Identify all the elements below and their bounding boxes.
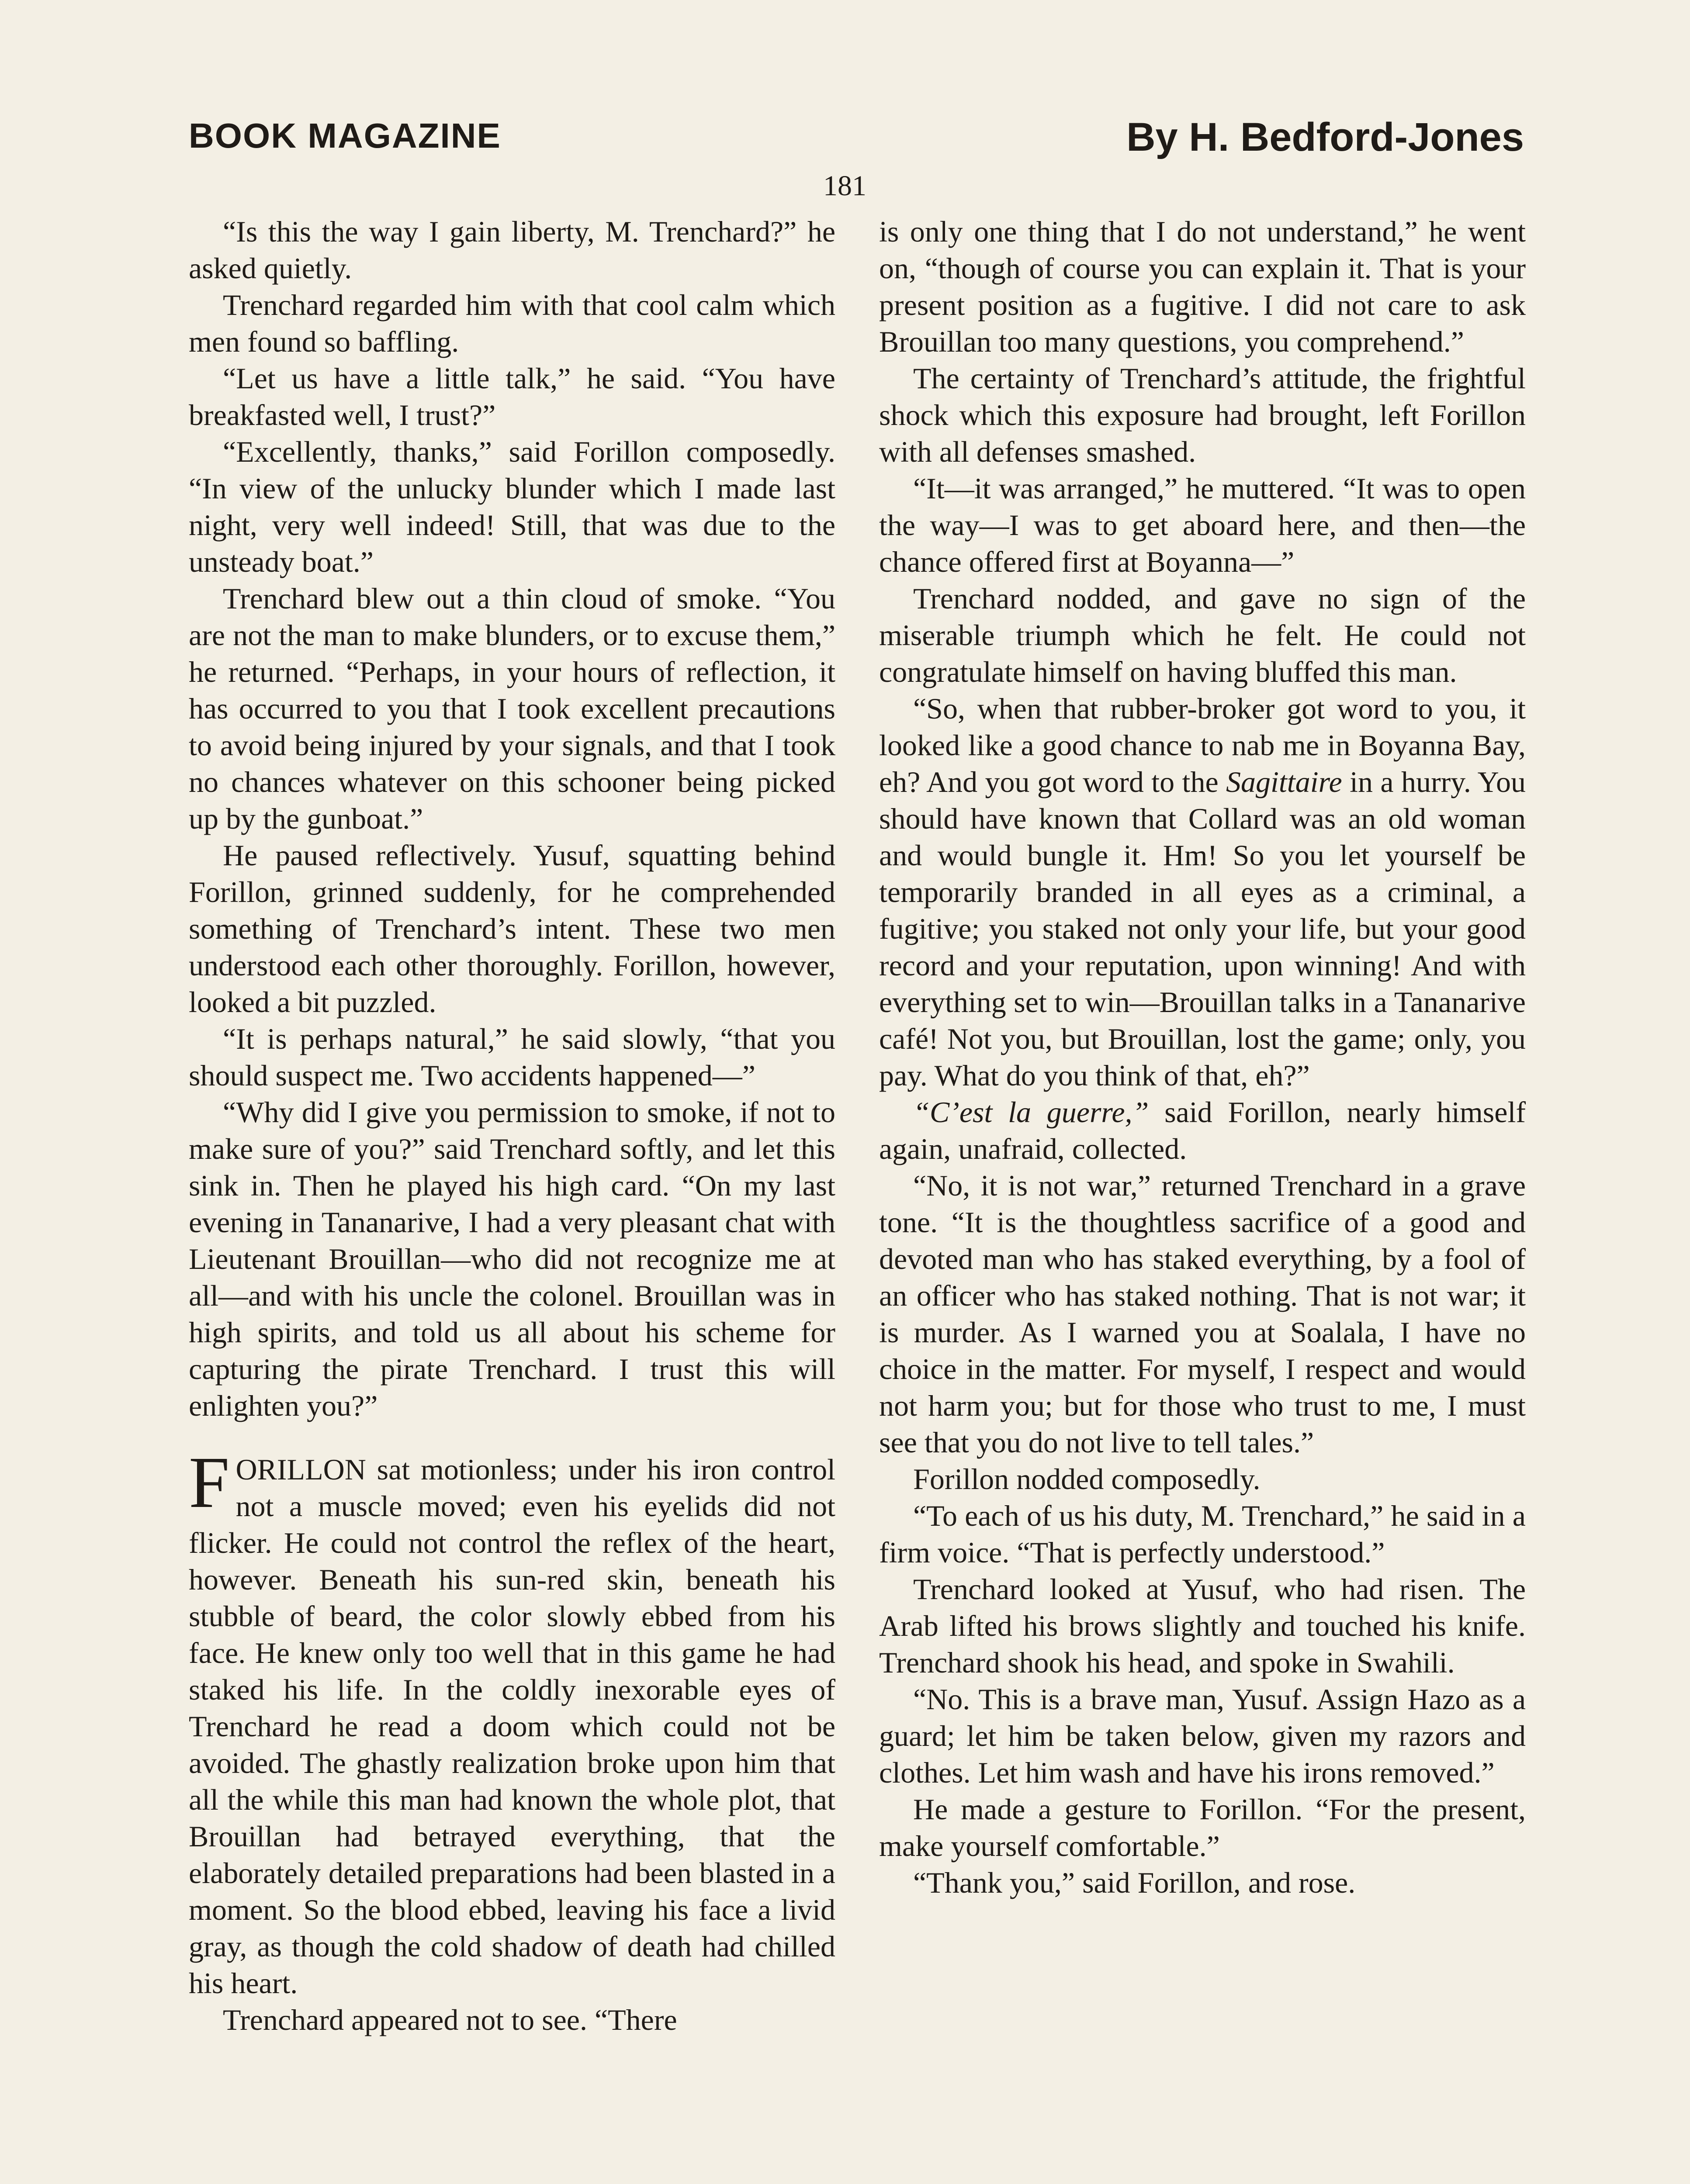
section-paragraph [189,1442,835,2001]
paragraph: “It is perhaps natural,” he said slowly, “that you should suspect me. Two accidents happened—” [189,1022,835,1092]
french-phrase: “C’est la guerre,” [913,1095,1149,1129]
paragraph: “It—it was arranged,” he muttered. “It was to open the way—I was to get aboard here, and then—the chance offered first at Boyanna—” [879,472,1526,578]
paragraph: “Excellently, thanks,” said Forillon composedly. “In view of the unlucky blunder which I made last night, very well indeed! Still, that was due to the unsteady boat.” [189,435,835,578]
drop-cap: F [189,1442,230,1523]
paragraph: Trenchard appeared not to see. “There [223,2003,677,2036]
author-byline: By H. Bedford-Jones [1126,115,1524,159]
paragraph: He made a gesture to Forillon. “For the present, make yourself comfortable.” [879,1793,1526,1863]
right-column [879,213,1526,1901]
paragraph: Forillon nodded composedly. [913,1462,1261,1496]
paragraph: Trenchard regarded him with that cool calm which men found so baffling. [189,288,835,358]
paragraph [879,1094,1526,1167]
paragraph: Trenchard looked at Yusuf, who had risen. The Arab lifted his brows slightly and touched his knife. Trenchard shook his head, and spoke in Swahili. [879,1572,1526,1679]
text-run: in a hurry. You should have known that Collard was an old woman and would bungle it. Hm! So you let yourself be temporarily branded in all eyes as a criminal, a fugitive; you staked not only your life, but your good record and your reputation, upon winning! And with everything set to win—Brouillan talks in a Tananarive café! Not you, but Brouillan, lost the game; only, you pay. What do you think of that, eh?” [879,765,1526,1092]
section-text: ORILLON sat motionless; under his iron control not a muscle moved; even his eyelids did not flicker. He could not control the reflex of the heart, however. Beneath his sun-red skin, beneath his stubble of beard, the color slowly ebbed from his face. He knew only too well that in this game he had staked his life. In the coldly inexorable eyes of Trenchard he read a doom which could not be avoided. The ghastly realization broke upon him that all the while this man had known the whole plot, that Brouillan had betrayed everything, that the elaborately detailed preparations had been blasted in a moment. So the blood ebbed, leaving his face a livid gray, as though the cold shadow of death had chilled his heart. [189,1453,835,2000]
paragraph: “Why did I give you permission to smoke, if not to make sure of you?” said Trenchard softly, and let this sink in. Then he played his high card. “On my last evening in Tananarive, I had a very pleasant chat with Lieutenant Brouillan—who did not recognize me at all—and with his uncle the colonel. Brouillan was in high spirits, and told us all about his scheme for capturing the pirate Trenchard. I trust this will enlighten you?” [189,1095,835,1422]
paragraph: “Thank you,” said Forillon, and rose. [913,1866,1356,1899]
paragraph [879,690,1526,1094]
left-column [189,213,835,2038]
paragraph: The certainty of Trenchard’s attitude, the frightful shock which this exposure had brought, left Forillon with all defenses smashed. [879,362,1526,468]
paragraph: “Let us have a little talk,” he said. “You have breakfasted well, I trust?” [189,362,835,432]
text-run: said Forillon, nearly himself again, unafraid, collected. [879,1095,1526,1165]
ship-name: Sagittaire [1226,765,1342,798]
magazine-title: BOOK MAGAZINE [189,116,501,155]
text-run: “So, when that rubber-broker got word to you, it looked like a good chance to nab me in Boyanna Bay, eh? And you got word to the [879,692,1526,798]
paragraph: Trenchard blew out a thin cloud of smoke. “You are not the man to make blunders, or to excuse them,” he returned. “Perhaps, in your hours of reflection, it has occurred to you that I took excellent precautions to avoid being injured by your signals, and that I took no chances whatever on this schooner being picked up by the gunboat.” [189,582,835,835]
paragraph: “Is this the way I gain liberty, M. Trenchard?” he asked quietly. [189,215,835,285]
paragraph-continuation: is only one thing that I do not understand,” he went on, “though of course you can explain it. That is your present position as a fugitive. I did not care to ask Brouillan too many questions, you comprehend.” [879,215,1526,358]
paragraph: “To each of us his duty, M. Trenchard,” he said in a firm voice. “That is perfectly understood.” [879,1499,1526,1569]
paragraph: “No. This is a brave man, Yusuf. Assign Hazo as a guard; let him be taken below, given my razors and clothes. Let him wash and have his irons removed.” [879,1683,1526,1789]
paragraph: “No, it is not war,” returned Trenchard in a grave tone. “It is the thoughtless sacrifice of a good and devoted man who has staked everything, by a fool of an officer who has staked nothing. That is not war; it is murder. As I warned you at Soalala, I have no choice in the matter. For myself, I respect and would not harm you; but for those who trust to me, I must see that you do not live to tell tales.” [879,1169,1526,1459]
paragraph: Trenchard nodded, and gave no sign of the miserable triumph which he felt. He could not congratulate himself on having bluffed this man. [879,582,1526,688]
page-number: 181 [823,170,866,202]
paragraph: He paused reflectively. Yusuf, squatting behind Forillon, grinned suddenly, for he comprehended something of Trenchard’s intent. These two men understood each other thoroughly. Forillon, however, looked a bit puzzled. [189,839,835,1019]
